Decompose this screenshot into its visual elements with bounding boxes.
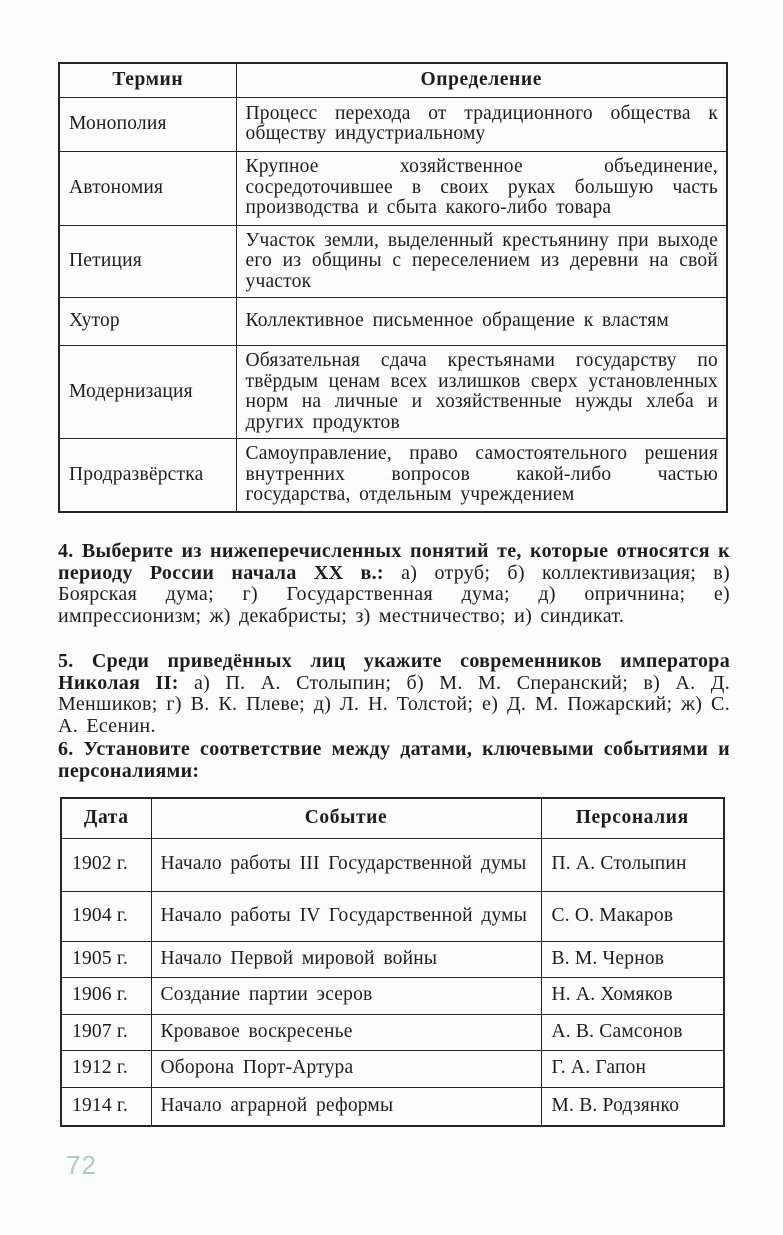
event-cell: Оборона Порт-Артура xyxy=(151,1050,541,1087)
page-number: 72 xyxy=(66,1150,97,1180)
date-cell: 1912 г. xyxy=(61,1050,151,1087)
match-table-header-row xyxy=(61,798,724,838)
date-cell: 1914 г. xyxy=(61,1087,151,1126)
question-5-options: а) П. А. Столыпин; б) М. М. Сперанский; в) А. Д. Меншиков; г) В. К. Плеве; д) Л. Н. Толстой; е) Д. М. Пожарский; ж) С. А. Есенин. xyxy=(58,671,730,737)
table-row xyxy=(59,439,727,512)
term-cell: Автономия xyxy=(59,151,236,225)
match-header-person: Персоналия xyxy=(541,798,724,838)
event-cell: Начало Первой мировой войны xyxy=(151,941,541,977)
question-6 xyxy=(58,739,730,782)
person-cell: Г. А. Гапон xyxy=(541,1050,724,1087)
table-row xyxy=(61,891,724,941)
terms-header-definition: Определение xyxy=(236,63,727,97)
match-header-event: Событие xyxy=(151,798,541,838)
table-row xyxy=(61,1050,724,1087)
event-cell: Начало аграрной реформы xyxy=(151,1087,541,1126)
table-row xyxy=(59,298,727,346)
terms-definitions-table xyxy=(58,62,728,513)
terms-header-term: Термин xyxy=(59,63,236,97)
date-cell: 1904 г. xyxy=(61,891,151,941)
table-row xyxy=(59,97,727,151)
event-cell: Начало работы IV Государственной думы xyxy=(151,891,541,941)
term-cell: Модернизация xyxy=(59,346,236,439)
question-4-lead: 4. Выберите из нижеперечисленных понятий те, которые относятся к периоду России начала XX в.: xyxy=(58,540,730,584)
term-cell: Петиция xyxy=(59,225,236,298)
date-cell: 1906 г. xyxy=(61,977,151,1014)
definition-cell: Самоуправление, право самостоятельного решения внутренних вопросов какой-либо частью государства, отдельным учреждением xyxy=(236,439,727,512)
question-6-lead: 6. Установите соответствие между датами, ключевыми событиями и персоналиями: xyxy=(58,738,730,782)
term-cell: Хутор xyxy=(59,298,236,346)
table-row xyxy=(59,151,727,225)
person-cell: М. В. Родзянко xyxy=(541,1087,724,1126)
term-cell: Продразвёрстка xyxy=(59,439,236,512)
person-cell: С. О. Макаров xyxy=(541,891,724,941)
definition-cell: Процесс перехода от традиционного общества к обществу индустриальному xyxy=(236,97,727,151)
date-cell: 1907 г. xyxy=(61,1014,151,1050)
event-cell: Кровавое воскресенье xyxy=(151,1014,541,1050)
table-row xyxy=(61,1087,724,1126)
terms-table-header-row xyxy=(59,63,727,97)
question-4 xyxy=(58,541,730,627)
definition-cell: Участок земли, выделенный крестьянину при выходе его из общины с переселением из деревни на свой участок xyxy=(236,225,727,298)
date-cell: 1905 г. xyxy=(61,941,151,977)
date-event-person-table xyxy=(60,797,725,1127)
table-row xyxy=(61,941,724,977)
question-4-options: а) отруб; б) коллективизация; в) Боярская дума; г) Государственная дума; д) опричнина; е) импрессионизм; ж) декабристы; з) местничество; и) синдикат. xyxy=(58,561,730,627)
event-cell: Начало работы III Государственной думы xyxy=(151,838,541,891)
person-cell: Н. А. Хомяков xyxy=(541,977,724,1014)
person-cell: П. А. Столыпин xyxy=(541,838,724,891)
question-5-lead: 5. Среди приведённых лиц укажите современников императора Николая II: xyxy=(58,650,730,694)
table-row xyxy=(61,838,724,891)
definition-cell: Коллективное письменное обращение к властям xyxy=(236,298,727,346)
table-row xyxy=(61,1014,724,1050)
date-cell: 1902 г. xyxy=(61,838,151,891)
question-5 xyxy=(58,651,730,737)
person-cell: А. В. Самсонов xyxy=(541,1014,724,1050)
table-row xyxy=(59,346,727,439)
person-cell: В. М. Чернов xyxy=(541,941,724,977)
table-row xyxy=(59,225,727,298)
definition-cell: Обязательная сдача крестьянами государству по твёрдым ценам всех излишков сверх установленных норм на личные и хозяйственные нужды хлеба и других продуктов xyxy=(236,346,727,439)
event-cell: Создание партии эсеров xyxy=(151,977,541,1014)
match-header-date: Дата xyxy=(61,798,151,838)
table-row xyxy=(61,977,724,1014)
term-cell: Монополия xyxy=(59,97,236,151)
definition-cell: Крупное хозяйственное объединение, сосредоточившее в своих руках большую часть производства и сбыта какого-либо товара xyxy=(236,151,727,225)
